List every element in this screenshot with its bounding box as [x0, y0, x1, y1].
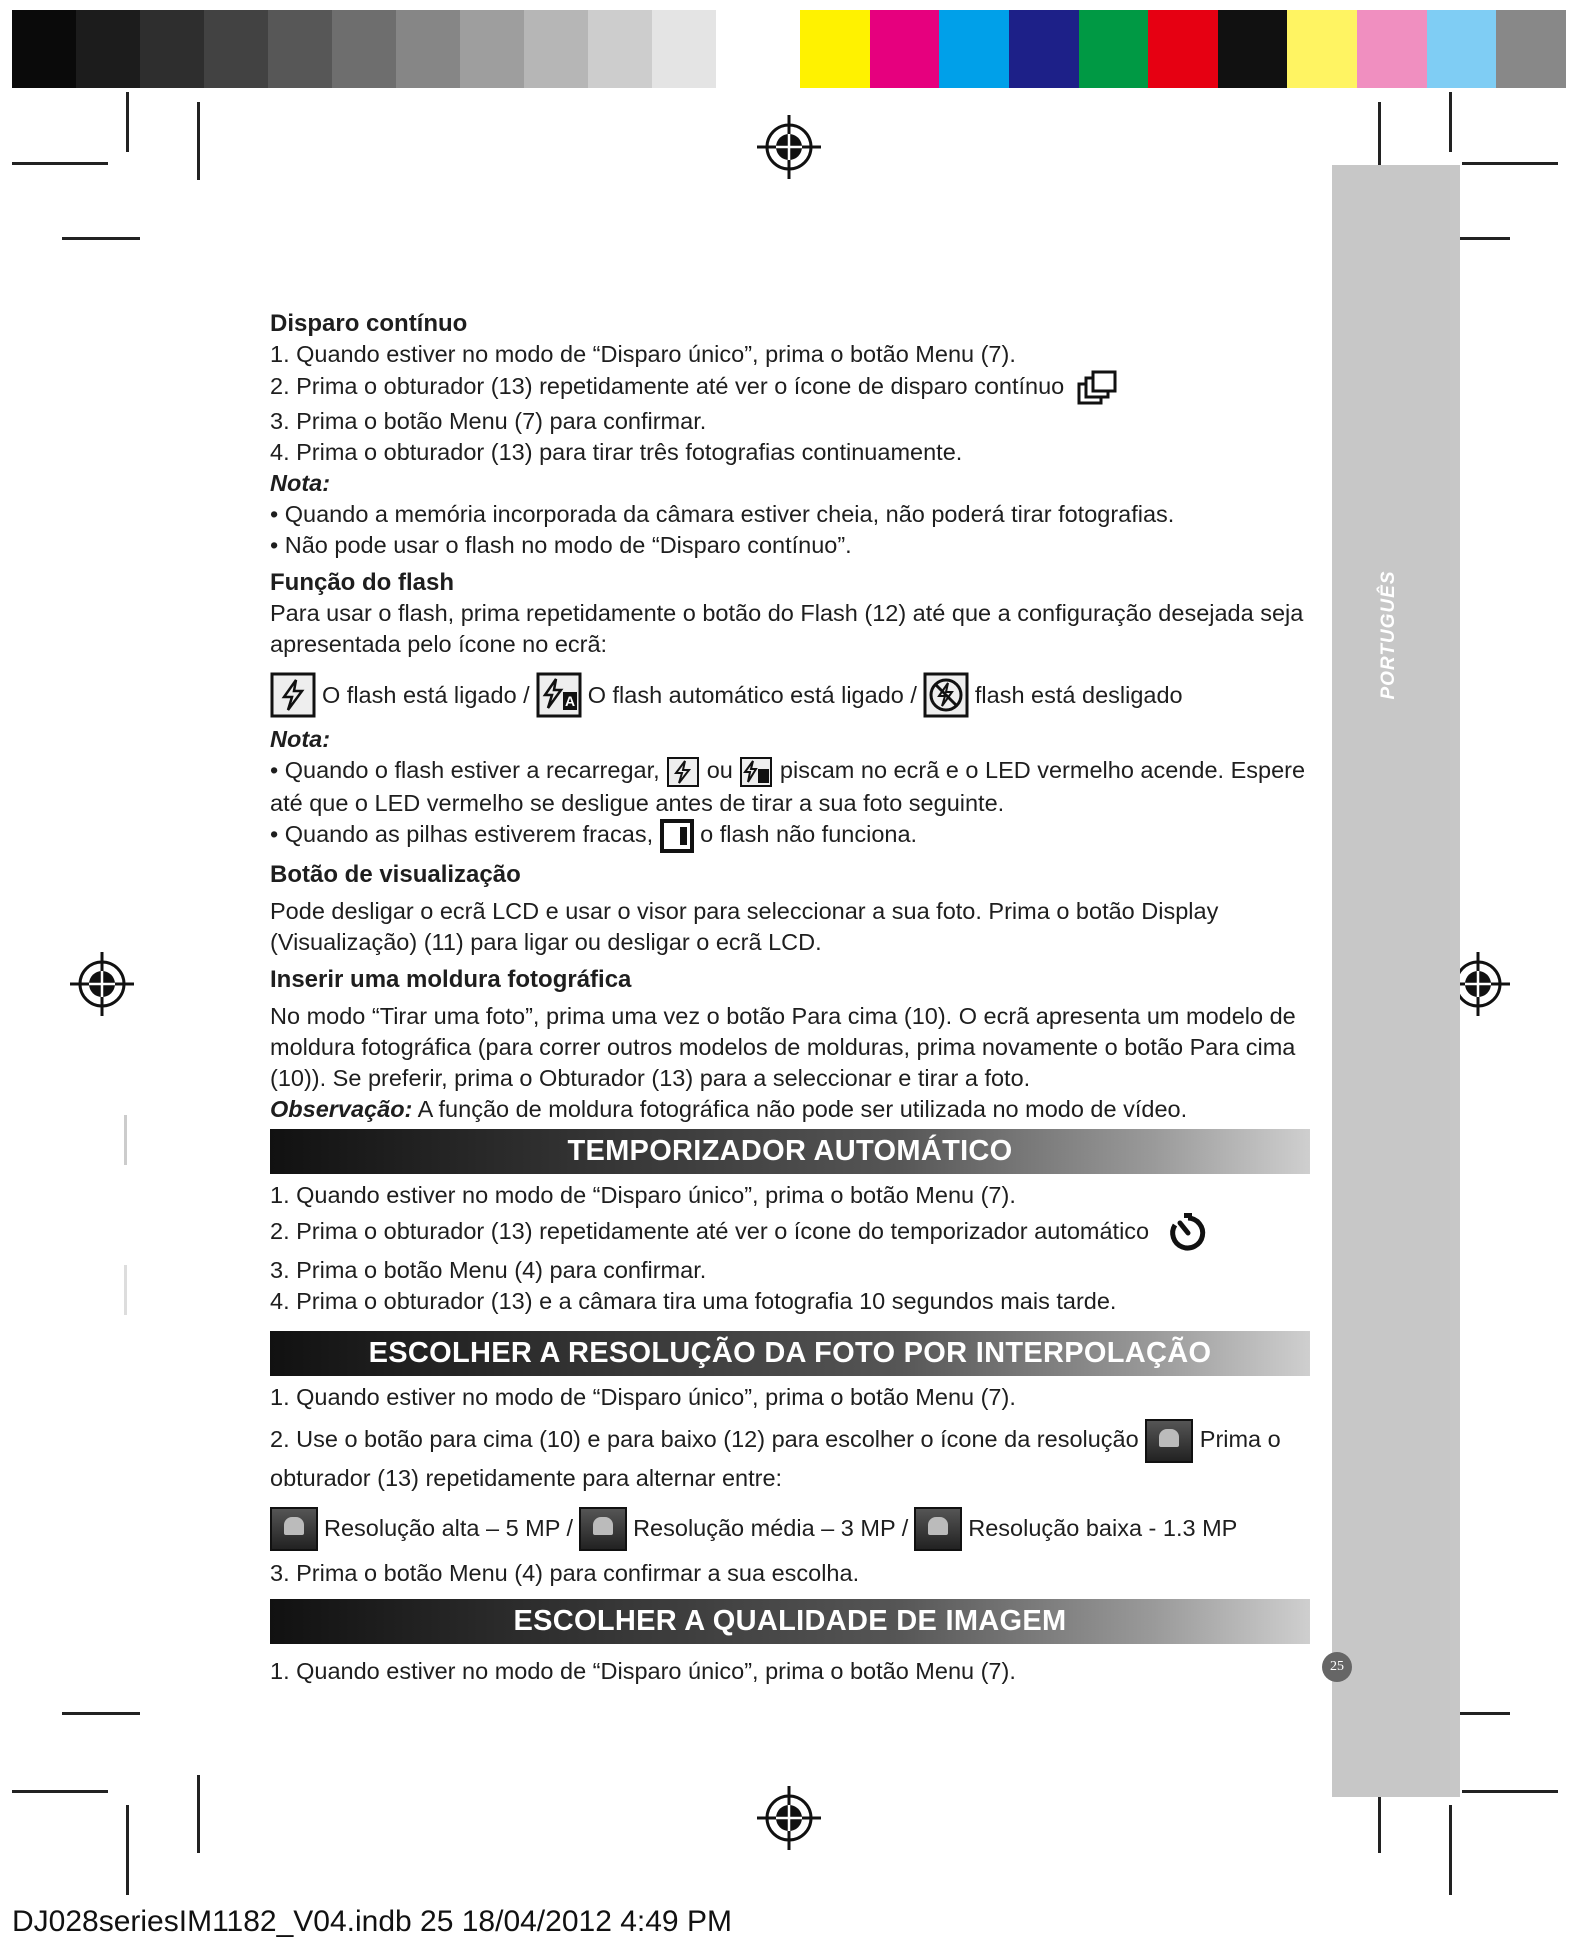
- crop-mark: [197, 1775, 200, 1853]
- timer-step-2: [270, 1211, 1310, 1255]
- low-battery-icon: [660, 819, 694, 853]
- continuous-step-2: [270, 370, 1310, 406]
- crop-mark: [1449, 92, 1452, 152]
- calibration-swatch: [76, 10, 140, 88]
- flash-note-1-b: piscam no ecrã e o LED vermelho acende. Espere até que o LED vermelho se desligue antes de tirar a sua foto seguinte.: [270, 757, 1306, 816]
- color-calibration-bar-gray: [12, 10, 780, 88]
- flash-on-icon: [666, 756, 700, 788]
- continuous-step-4: 4. Prima o obturador (13) para tirar três fotografias continuamente.: [270, 439, 963, 465]
- resolution-high-label: Resolução alta – 5 MP /: [324, 1515, 574, 1542]
- calibration-swatch: [939, 10, 1009, 88]
- resolution-step-2-a: 2. Use o botão para cima (10) e para baixo (12) para escolher o ícone da resolução: [270, 1426, 1139, 1452]
- section-heading-frame: Inserir uma moldura fotográfica: [270, 965, 632, 993]
- calibration-swatch: [1148, 10, 1218, 88]
- calibration-swatch: [652, 10, 716, 88]
- section-banner-quality: ESCOLHER A QUALIDADE DE IMAGEM: [270, 1599, 1310, 1644]
- continuous-step-3: 3. Prima o botão Menu (7) para confirmar.: [270, 408, 707, 434]
- calibration-swatch: [588, 10, 652, 88]
- section-heading-display: Botão de visualização: [270, 860, 521, 888]
- resolution-low-icon: [914, 1507, 962, 1551]
- crop-mark: [1462, 1790, 1558, 1793]
- crop-mark: [1449, 1805, 1452, 1895]
- section-banner-timer: TEMPORIZADOR AUTOMÁTICO: [270, 1129, 1310, 1174]
- flash-auto-icon: [739, 756, 773, 788]
- language-label: PORTUGUÊS: [1378, 570, 1399, 700]
- flash-note-1: [270, 755, 1310, 819]
- frame-text: No modo “Tirar uma foto”, prima uma vez o botão Para cima (10). O ecrã apresenta um modelo de moldura fotográfica (para correr outros modelos de molduras, prima novamente o botão Para cima (10)). Se preferir, prima o Obturador (13) para a seleccionar e tirar a foto.: [270, 1002, 1296, 1091]
- flash-auto-label: O flash automático está ligado /: [587, 681, 917, 708]
- calibration-swatch: [332, 10, 396, 88]
- crop-mark: [124, 1265, 127, 1315]
- calibration-swatch: [204, 10, 268, 88]
- registration-mark-icon: [757, 1786, 821, 1850]
- flash-note-1-a: • Quando o flash estiver a recarregar,: [270, 757, 660, 783]
- frame-observation: [270, 1094, 1310, 1125]
- crop-mark: [62, 1712, 140, 1715]
- resolution-icon: [1145, 1419, 1193, 1463]
- crop-mark: [197, 102, 200, 180]
- resolution-step-2: [270, 1419, 1310, 1494]
- calibration-swatch: [1079, 10, 1149, 88]
- crop-mark: [126, 92, 129, 152]
- crop-mark: [1462, 162, 1558, 165]
- calibration-swatch: [1287, 10, 1357, 88]
- section-banner-resolution: ESCOLHER A RESOLUÇÃO DA FOTO POR INTERPOLAÇÃO: [270, 1331, 1310, 1376]
- registration-mark-icon: [70, 952, 134, 1016]
- page-number: 25: [1322, 1652, 1352, 1682]
- crop-mark: [12, 162, 108, 165]
- note-label: Nota:: [270, 470, 331, 496]
- timer-step-4: 4. Prima o obturador (13) e a câmara tira uma fotografia 10 segundos mais tarde.: [270, 1287, 1117, 1314]
- calibration-swatch: [460, 10, 524, 88]
- calibration-swatch: [12, 10, 76, 88]
- self-timer-icon: [1166, 1211, 1210, 1255]
- continuous-note-2: • Não pode usar o flash no modo de “Disparo contínuo”.: [270, 532, 852, 558]
- resolution-step-1: 1. Quando estiver no modo de “Disparo único”, prima o botão Menu (7).: [270, 1383, 1016, 1410]
- flash-off-label: flash está desligado: [974, 681, 1183, 708]
- continuous-note-1: • Quando a memória incorporada da câmara estiver cheia, não poderá tirar fotografias.: [270, 501, 1175, 527]
- resolution-step-3: 3. Prima o botão Menu (4) para confirmar a sua escolha.: [270, 1559, 860, 1586]
- crop-mark: [124, 1115, 127, 1165]
- calibration-swatch: [1218, 10, 1288, 88]
- crop-mark: [62, 237, 140, 240]
- quality-step-1: 1. Quando estiver no modo de “Disparo único”, prima o botão Menu (7).: [270, 1657, 1016, 1684]
- flash-on-icon: [270, 672, 316, 718]
- resolution-low-label: Resolução baixa - 1.3 MP: [968, 1515, 1238, 1542]
- calibration-swatch: [1427, 10, 1497, 88]
- continuous-step-1: 1. Quando estiver no modo de “Disparo único”, prima o botão Menu (7).: [270, 341, 1016, 367]
- resolution-options-row: [270, 1500, 1310, 1558]
- flash-auto-icon: [536, 672, 582, 718]
- continuous-shot-icon: [1077, 370, 1117, 406]
- crop-mark: [126, 1805, 129, 1895]
- note-label: Nota:: [270, 726, 331, 752]
- section-heading-continuous: Disparo contínuo: [270, 310, 468, 337]
- manual-page-content: [270, 308, 1310, 1687]
- calibration-swatch: [800, 10, 870, 88]
- crop-mark: [12, 1790, 108, 1793]
- calibration-swatch: [268, 10, 332, 88]
- svg-text:A: A: [564, 693, 575, 709]
- calibration-swatch: [396, 10, 460, 88]
- continuous-step-2-text: 2. Prima o obturador (13) repetidamente até ver o ícone de disparo contínuo: [270, 373, 1065, 400]
- observation-text: A função de moldura fotográfica não pode ser utilizada no modo de vídeo.: [412, 1095, 1188, 1122]
- calibration-swatch: [1009, 10, 1079, 88]
- flash-note-2-a: • Quando as pilhas estiverem fracas,: [270, 821, 654, 847]
- timer-step-1: 1. Quando estiver no modo de “Disparo único”, prima o botão Menu (7).: [270, 1181, 1016, 1208]
- calibration-swatch: [1496, 10, 1566, 88]
- print-slug-footer: DJ028seriesIM1182_V04.indb 25 18/04/2012 4:49 PM: [12, 1905, 732, 1938]
- display-text: Pode desligar o ecrã LCD e usar o visor para seleccionar a sua foto. Prima o botão Display (Visualização) (11) para ligar ou desligar o ecrã LCD.: [270, 897, 1219, 955]
- calibration-swatch: [524, 10, 588, 88]
- calibration-swatch: [140, 10, 204, 88]
- flash-intro: Para usar o flash, prima repetidamente o botão do Flash (12) até que a configuração desejada seja apresentada pelo ícone no ecrã:: [270, 600, 1304, 657]
- calibration-swatch: [870, 10, 940, 88]
- observation-label: Observação:: [270, 1095, 413, 1122]
- resolution-medium-label: Resolução média – 3 MP /: [633, 1515, 909, 1542]
- calibration-swatch: [716, 10, 780, 88]
- flash-note-1-or: ou: [706, 757, 733, 783]
- timer-step-2-text: 2. Prima o obturador (13) repetidamente até ver o ícone do temporizador automático: [270, 1218, 1150, 1244]
- resolution-medium-icon: [579, 1507, 627, 1551]
- flash-options-row: [270, 666, 1310, 724]
- color-calibration-bar-color: [800, 10, 1566, 88]
- resolution-high-icon: [270, 1507, 318, 1551]
- calibration-swatch: [1357, 10, 1427, 88]
- resolution-step-2-b: Prima o obturador (13) repetidamente para alternar entre:: [270, 1426, 1281, 1491]
- flash-note-2-b: o flash não funciona.: [700, 821, 918, 847]
- section-heading-flash: Função do flash: [270, 569, 455, 596]
- timer-step-3: 3. Prima o botão Menu (4) para confirmar.: [270, 1256, 707, 1283]
- language-sidebar: [1332, 165, 1460, 1797]
- flash-on-label: O flash está ligado /: [322, 681, 530, 708]
- flash-note-2: [270, 819, 1310, 853]
- flash-off-icon: [923, 672, 969, 718]
- registration-mark-icon: [757, 115, 821, 179]
